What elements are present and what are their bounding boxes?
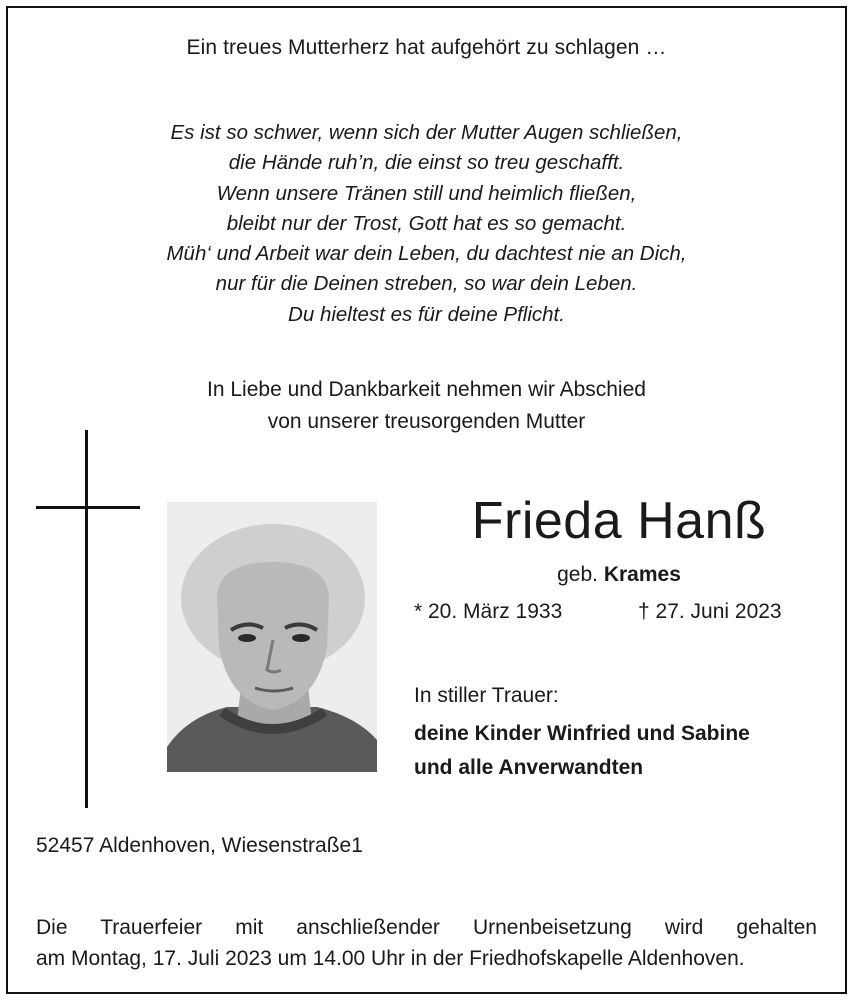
birth-date: * 20. März 1933	[414, 600, 563, 623]
deceased-name: Frieda Hanß	[471, 492, 767, 550]
poem-line: Müh‘ und Arbeit war dein Leben, du dachtest nie an Dich,	[166, 242, 687, 266]
portrait-photo	[167, 502, 377, 772]
poem-line: nur für die Deinen streben, so war dein Leben.	[215, 272, 638, 296]
farewell-line: In Liebe und Dankbarkeit nehmen wir Abschied	[207, 378, 646, 401]
obituary-notice	[6, 6, 847, 994]
ceremony-info	[36, 912, 817, 974]
ceremony-line: am Montag, 17. Juli 2023 um 14.00 Uhr in der Friedhofskapelle Aldenhoven.	[36, 947, 745, 970]
birth-name-prefix: geb.	[557, 563, 598, 586]
mourning-intro: In stiller Trauer:	[414, 684, 559, 707]
mourner-line: deine Kinder Winfried und Sabine	[414, 722, 750, 745]
farewell-text	[8, 374, 845, 438]
cross-icon-bar	[36, 506, 140, 509]
cross-icon	[85, 430, 88, 808]
headline: Ein treues Mutterherz hat aufgehört zu schlagen …	[186, 36, 667, 59]
death-date: † 27. Juni 2023	[638, 600, 782, 623]
mourners-list	[414, 717, 750, 785]
farewell-line: von unserer treusorgenden Mutter	[267, 410, 586, 433]
poem	[8, 118, 845, 330]
mourner-line: und alle Anverwandten	[414, 756, 644, 779]
address: 52457 Aldenhoven, Wiesenstraße1	[36, 834, 363, 857]
poem-line: bleibt nur der Trost, Gott hat es so gemacht.	[226, 211, 627, 235]
birth-name-value: Krames	[603, 563, 681, 586]
ceremony-line: Die Trauerfeier mit anschließender Urnenbeisetzung wird gehalten	[36, 916, 817, 939]
poem-line: Du hieltest es für deine Pflicht.	[288, 302, 565, 326]
poem-line: die Hände ruh’n, die einst so treu geschafft.	[228, 151, 625, 175]
birth-name	[444, 563, 794, 587]
poem-line: Wenn unsere Tränen still und heimlich fließen,	[216, 181, 637, 205]
poem-line: Es ist so schwer, wenn sich der Mutter Augen schließen,	[170, 121, 683, 144]
